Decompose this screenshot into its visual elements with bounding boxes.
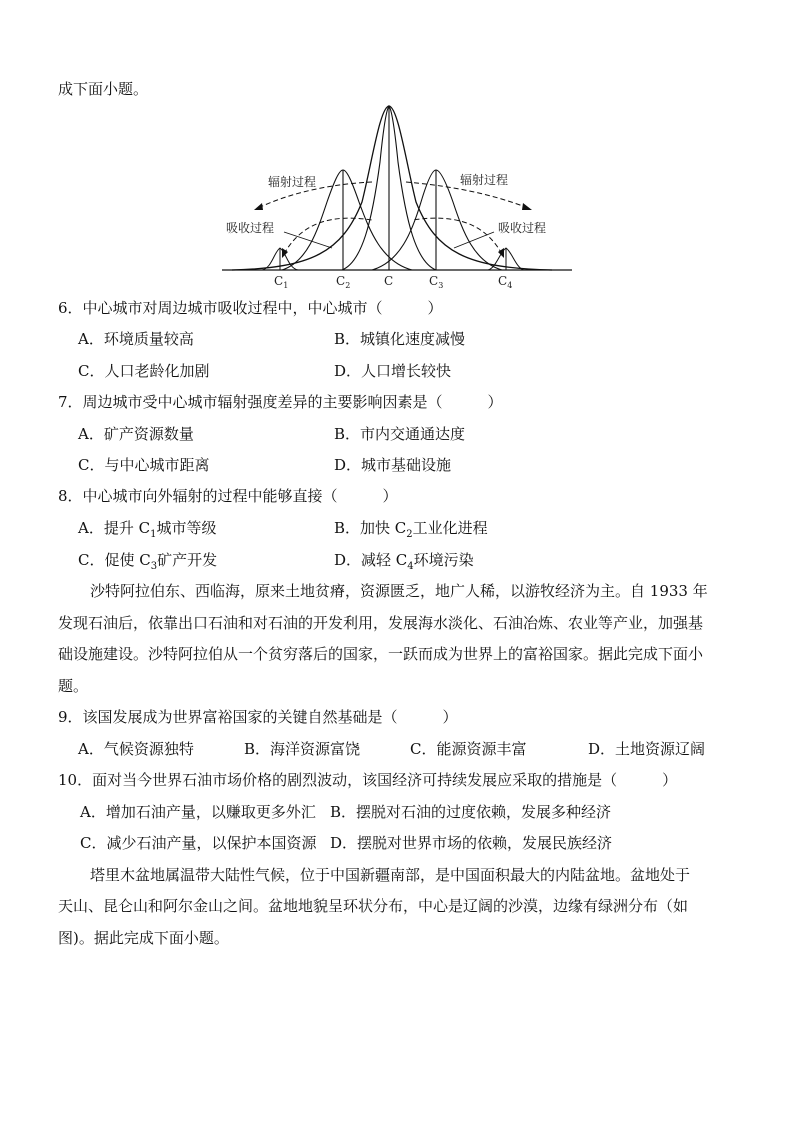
q6-option-d: D．人口增长较快 — [334, 362, 452, 380]
label-radiate-left: 辐射过程 — [268, 175, 317, 189]
q8-option-d: D．减轻 $C_4$环境污染 — [334, 551, 474, 572]
q10-option-d: D．摆脱对世界市场的依赖，发展民族经济 — [330, 834, 613, 852]
q7-option-c: C．与中心城市距离 — [78, 456, 210, 474]
q9-stem: 9．该国发展成为世界富裕国家的关键自然基础是（ ） — [58, 708, 458, 726]
tarim-para-line2: 天山、昆仑山和阿尔金山之间。盆地地貌呈环状分布，中心是辽阔的沙漠，边缘有绿洲分布（如 — [58, 897, 689, 915]
x-label-c1: $C_1$ — [274, 274, 289, 290]
q9-option-a: A．气候资源独特 — [78, 740, 194, 758]
q9-option-d: D．土地资源辽阔 — [588, 740, 706, 758]
q8-option-b: B．加快 $C_2$工业化进程 — [334, 519, 488, 540]
absorb-left-leader — [284, 232, 332, 248]
q6-option-a: A．环境质量较高 — [78, 330, 194, 348]
q6-stem: 6．中心城市对周边城市吸收过程中，中心城市（ ） — [58, 299, 443, 317]
label-absorb-right: 吸收过程 — [498, 221, 547, 235]
q10-stem: 10．面对当今世界石油市场价格的剧烈波动，该国经济可持续发展应采取的措施是（ ） — [58, 771, 678, 789]
label-radiate-right: 辐射过程 — [460, 173, 509, 187]
saudi-para-line1: 沙特阿拉伯东、西临海，原来土地贫瘠，资源匮乏，地广人稀，以游牧经济为主。自 1933 年 — [90, 582, 708, 600]
radiate-left-arrowhead — [254, 203, 263, 210]
x-label-c: C — [384, 274, 394, 288]
q7-option-d: D．城市基础设施 — [334, 456, 452, 474]
x-label-c2: $C_2$ — [336, 274, 351, 290]
x-label-c3: $C_3$ — [429, 274, 444, 290]
q8-option-c: C．促使 $C_3$矿产开发 — [78, 551, 218, 572]
q7-stem: 7．周边城市受中心城市辐射强度差异的主要影响因素是（ ） — [58, 393, 503, 411]
q7-option-a: A．矿产资源数量 — [78, 425, 194, 443]
q9-option-c: C．能源资源丰富 — [410, 740, 527, 758]
q6-option-c: C．人口老龄化加剧 — [78, 362, 210, 380]
tarim-para-line3: 图)。据此完成下面小题。 — [58, 929, 229, 947]
q9-option-b: B．海洋资源富饶 — [244, 740, 361, 758]
q10-option-b: B．摆脱对石油的过度依赖，发展多种经济 — [330, 803, 612, 821]
absorb-left-arrowhead — [282, 248, 288, 258]
q10-option-a: A．增加石油产量，以赚取更多外汇 — [80, 803, 316, 821]
city-radiation-diagram — [222, 102, 572, 290]
q10-option-c: C．减少石油产量，以保护本国资源 — [80, 834, 317, 852]
saudi-para-line4: 题。 — [58, 677, 89, 695]
q7-option-b: B．市内交通通达度 — [334, 425, 466, 443]
q8-stem: 8．中心城市向外辐射的过程中能够直接（ ） — [58, 487, 398, 505]
intro-tail: 成下面小题。 — [58, 80, 149, 98]
absorb-right-leader — [454, 232, 494, 248]
diagram-svg — [222, 102, 572, 290]
tarim-para-line1: 塔里木盆地属温带大陆性气候，位于中国新疆南部，是中国面积最大的内陆盆地。盆地处于 — [90, 866, 691, 884]
radiate-right-arrowhead — [522, 203, 532, 210]
q6-option-b: B．城镇化速度减慢 — [334, 330, 466, 348]
absorb-right-dashed — [412, 218, 502, 254]
saudi-para-line3: 础设施建设。沙特阿拉伯从一个贫穷落后的国家，一跃而成为世界上的富裕国家。据此完成下面小 — [58, 645, 704, 663]
x-label-c4: $C_4$ — [498, 274, 513, 290]
absorb-right-arrowhead — [498, 248, 504, 258]
q8-option-a: A．提升 $C_1$城市等级 — [78, 519, 217, 540]
label-absorb-left: 吸收过程 — [226, 221, 275, 235]
saudi-para-line2: 发现石油后，依靠出口石油和对石油的开发利用，发展海水淡化、石油冶炼、农业等产业，加强基 — [58, 614, 704, 632]
